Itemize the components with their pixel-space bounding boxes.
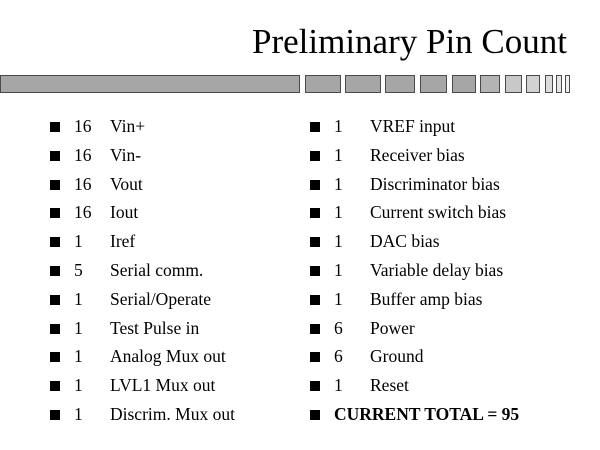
pin-count: 1 bbox=[334, 144, 343, 165]
pin-count: 16 bbox=[74, 116, 92, 136]
square-bullet-icon bbox=[310, 410, 320, 420]
pin-count: 1 bbox=[334, 116, 343, 136]
bar-segment bbox=[385, 75, 415, 93]
square-bullet-icon bbox=[50, 237, 60, 247]
current-total: CURRENT TOTAL = 95 bbox=[334, 403, 520, 424]
pin-label: Discrim. Mux out bbox=[110, 403, 235, 424]
pin-count: 6 bbox=[334, 317, 343, 338]
bar-segment bbox=[526, 75, 540, 93]
bar-segment bbox=[505, 75, 522, 93]
pin-label: LVL1 Mux out bbox=[110, 375, 216, 396]
square-bullet-icon bbox=[50, 381, 60, 391]
slide-title: Preliminary Pin Count bbox=[252, 22, 567, 61]
square-bullet-icon bbox=[50, 295, 60, 305]
pin-count: 1 bbox=[334, 231, 343, 252]
pin-count: 1 bbox=[334, 173, 343, 194]
bar-segment bbox=[345, 75, 381, 93]
square-bullet-icon bbox=[310, 208, 320, 218]
square-bullet-icon bbox=[50, 266, 60, 276]
pin-label: Iref bbox=[110, 231, 136, 252]
square-bullet-icon bbox=[50, 352, 60, 362]
square-bullet-icon bbox=[50, 151, 60, 161]
pin-label: Iout bbox=[110, 202, 139, 223]
pin-count: 1 bbox=[74, 288, 83, 309]
square-bullet-icon bbox=[310, 381, 320, 391]
pin-count: 1 bbox=[334, 259, 343, 280]
square-bullet-icon bbox=[310, 237, 320, 247]
bar-segment bbox=[545, 75, 553, 93]
bar-segment-long bbox=[0, 75, 300, 93]
pin-count: 1 bbox=[74, 231, 83, 252]
decorative-title-bar bbox=[0, 75, 600, 95]
pin-label: Variable delay bias bbox=[370, 259, 504, 280]
square-bullet-icon bbox=[50, 324, 60, 334]
pin-label: Reset bbox=[370, 375, 409, 396]
pin-count: 1 bbox=[74, 346, 83, 367]
bar-segment bbox=[480, 75, 500, 93]
pin-label: DAC bias bbox=[370, 231, 440, 252]
pin-label: Serial/Operate bbox=[110, 288, 212, 309]
square-bullet-icon bbox=[50, 122, 60, 132]
pin-label: Analog Mux out bbox=[110, 346, 226, 367]
pin-label: Current switch bias bbox=[370, 202, 507, 223]
pin-label: Buffer amp bias bbox=[370, 288, 483, 309]
pin-count: 6 bbox=[334, 346, 343, 367]
pin-label: Ground bbox=[370, 346, 424, 367]
pin-label: Vin- bbox=[110, 144, 142, 165]
bar-segment bbox=[305, 75, 341, 93]
pin-label: VREF input bbox=[370, 116, 456, 136]
pin-label: Power bbox=[370, 317, 415, 338]
square-bullet-icon bbox=[50, 208, 60, 218]
pin-label: Discriminator bias bbox=[370, 173, 500, 194]
pin-count: 1 bbox=[74, 317, 83, 338]
square-bullet-icon bbox=[50, 410, 60, 420]
pin-count: 1 bbox=[334, 375, 343, 396]
pin-label: Receiver bias bbox=[370, 144, 465, 165]
square-bullet-icon bbox=[310, 324, 320, 334]
square-bullet-icon bbox=[310, 122, 320, 132]
pin-count: 1 bbox=[334, 288, 343, 309]
pin-count: 1 bbox=[74, 375, 83, 396]
pin-label: Vout bbox=[110, 173, 143, 194]
bar-segment bbox=[452, 75, 476, 93]
pin-label: Test Pulse in bbox=[110, 317, 200, 338]
square-bullet-icon bbox=[310, 180, 320, 190]
pin-label: Vin+ bbox=[110, 116, 146, 136]
pin-count: 1 bbox=[74, 403, 83, 424]
square-bullet-icon bbox=[310, 151, 320, 161]
pin-count: 16 bbox=[74, 173, 92, 194]
square-bullet-icon bbox=[50, 180, 60, 190]
square-bullet-icon bbox=[310, 295, 320, 305]
square-bullet-icon bbox=[310, 352, 320, 362]
pin-label: Serial comm. bbox=[110, 259, 204, 280]
pin-count: 1 bbox=[334, 202, 343, 223]
pin-count: 16 bbox=[74, 202, 92, 223]
pin-count: 5 bbox=[74, 259, 83, 280]
pin-count: 16 bbox=[74, 144, 92, 165]
bar-segment bbox=[556, 75, 562, 93]
bar-segment bbox=[565, 75, 570, 93]
square-bullet-icon bbox=[310, 266, 320, 276]
bar-segment bbox=[420, 75, 447, 93]
